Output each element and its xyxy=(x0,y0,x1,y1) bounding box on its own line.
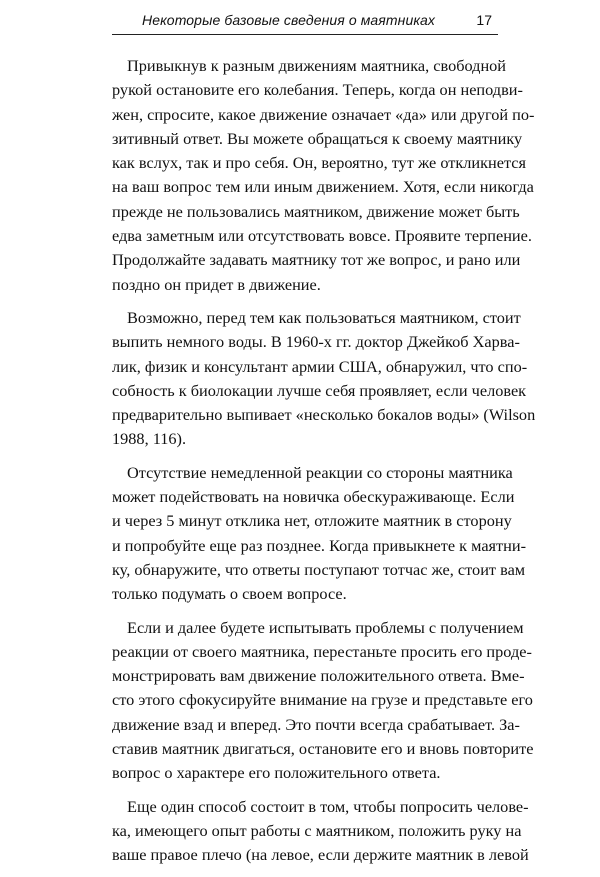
text-line: Возможно, перед тем как пользоваться маятником, стоит xyxy=(127,307,521,327)
text-line: ка, имеющего опыт работы с маятником, положить руку на xyxy=(112,820,522,840)
text-line: вопрос о характере его положительного ответа. xyxy=(112,763,441,783)
paragraph xyxy=(112,461,527,607)
paragraph xyxy=(112,795,529,868)
text-line: Продолжайте задавать маятнику тот же вопрос, и рано или xyxy=(112,250,521,270)
text-line: поздно он придет в движение. xyxy=(112,274,321,294)
page-number: 17 xyxy=(476,12,492,28)
text-line: лик, физик и консультант армии США, обнаружил, что спо- xyxy=(112,356,528,376)
text-line: сто этого сфокусируйте внимание на грузе и представьте его xyxy=(112,690,533,710)
text-line: рукой остановите его колебания. Теперь, когда он неподви- xyxy=(112,80,523,100)
text-line: монстрировать вам движение положительного ответа. Вме- xyxy=(112,666,525,686)
text-line: Отсутствие немедленной реакции со стороны маятника xyxy=(127,462,513,482)
text-line: прежде не пользовались маятником, движение может быть xyxy=(112,201,520,221)
text-line: и через 5 минут отклика нет, отложите маятник в сторону xyxy=(112,511,512,531)
text-line: Если и далее будете испытывать проблемы с получением xyxy=(127,617,524,637)
text-line: только подумать о своем вопросе. xyxy=(112,584,347,604)
body-text xyxy=(112,54,536,877)
paragraph xyxy=(112,54,535,297)
text-line: движение взад и вперед. Это почти всегда срабатывает. За- xyxy=(112,714,520,734)
text-line: как вслух, так и про себя. Он, вероятно, тут же откликнется xyxy=(112,153,526,173)
paragraph xyxy=(112,306,536,452)
text-line: может подействовать на новичка обескураживающе. Если xyxy=(112,487,515,507)
text-line: и попробуйте еще раз позднее. Когда привыкнете к маятни- xyxy=(112,535,527,555)
text-line: ку, обнаружите, что ответы поступают тотчас же, стоит вам xyxy=(112,559,526,579)
text-line: 1988, 116). xyxy=(112,429,187,449)
text-line: Привыкнув к разным движениям маятника, свободной xyxy=(127,56,507,75)
text-line: выпить немного воды. В 1960-х гг. доктор Джейкоб Харва- xyxy=(112,332,520,352)
text-line: ставив маятник двигаться, остановите его и вновь повторите xyxy=(112,739,534,759)
paragraph xyxy=(112,616,534,786)
text-line: Еще один способ состоит в том, чтобы попросить челове- xyxy=(127,796,529,816)
text-line: на ваш вопрос тем или иным движением. Хотя, если никогда xyxy=(112,177,534,197)
text-line: реакции от своего маятника, перестаньте просить его проде- xyxy=(112,641,532,661)
text-line: едва заметным или отсутствовать вовсе. Проявите терпение. xyxy=(112,226,532,246)
text-line: зитивный ответ. Вы можете обращаться к своему маятнику xyxy=(112,128,523,148)
chapter-title: Некоторые базовые сведения о маятниках xyxy=(142,12,436,28)
text-line: жен, спросите, какое движение означает «да» или другой по- xyxy=(112,104,535,124)
running-header xyxy=(112,8,498,35)
text-line: ваше правое плечо (на левое, если держите маятник в левой xyxy=(112,845,529,865)
text-line: собность к биолокации лучше себя проявляет, если человек xyxy=(112,380,527,400)
text-line: предварительно выпивает «несколько бокалов воды» (Wilson xyxy=(112,405,536,425)
